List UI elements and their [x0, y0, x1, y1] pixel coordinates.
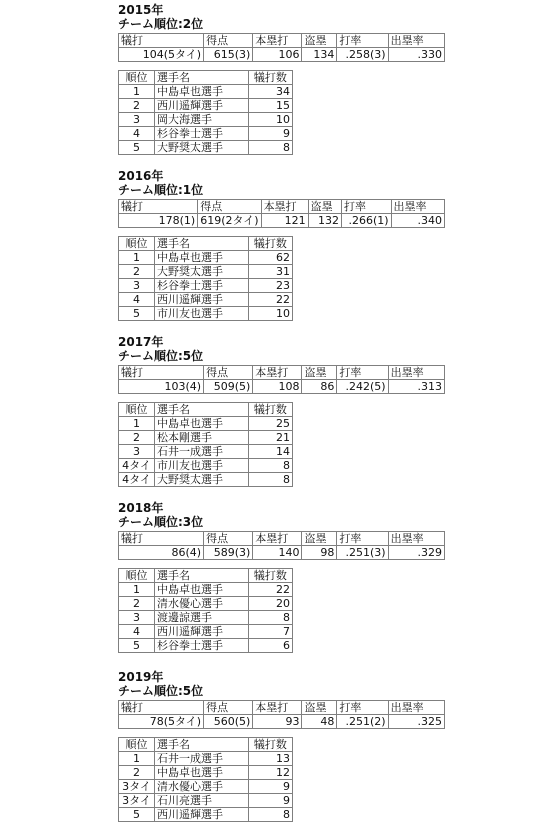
player-name: 中島卓也選手 [155, 251, 249, 265]
player-count: 10 [248, 307, 292, 321]
stat-header: 犠打 [119, 701, 204, 715]
team-rank: チーム順位:5位 [118, 349, 204, 363]
season-year: 2019年 [118, 670, 164, 684]
stat-header: 犠打 [119, 34, 204, 48]
stat-header: 本塁打 [253, 34, 302, 48]
player-count: 34 [248, 85, 292, 99]
player-count: 22 [248, 293, 292, 307]
stat-header: 本塁打 [253, 366, 302, 380]
player-count: 8 [248, 808, 292, 822]
player-name: 石井一成選手 [155, 445, 249, 459]
stat-value: 104(5タイ) [119, 48, 204, 62]
stat-value: 98 [302, 546, 337, 560]
table-row [119, 265, 293, 279]
stat-header: 出塁率 [388, 366, 444, 380]
player-rank: 5 [119, 808, 155, 822]
stat-header: 盗塁 [308, 200, 341, 214]
season-year: 2017年 [118, 335, 164, 349]
stat-header: 出塁率 [388, 532, 444, 546]
stat-header: 打率 [337, 366, 388, 380]
stat-value: .266(1) [341, 214, 391, 228]
header-count: 犠打数 [248, 738, 292, 752]
season-2015 [118, 3, 445, 155]
table-row [119, 127, 293, 141]
table-row [119, 417, 293, 431]
stat-value: 589(3) [204, 546, 253, 560]
stat-header: 盗塁 [302, 701, 337, 715]
player-count: 9 [248, 780, 292, 794]
header-rank: 順位 [119, 738, 155, 752]
player-rank: 4 [119, 293, 155, 307]
header-rank: 順位 [119, 569, 155, 583]
player-count: 12 [248, 766, 292, 780]
stat-value: .325 [388, 715, 444, 729]
player-name: 杉谷拳士選手 [155, 639, 249, 653]
stat-value: 140 [253, 546, 302, 560]
player-name: 岡大海選手 [155, 113, 249, 127]
player-count: 14 [248, 445, 292, 459]
player-rank: 2 [119, 766, 155, 780]
season-2019 [118, 670, 445, 822]
stat-value: 48 [302, 715, 337, 729]
stat-value: 86(4) [119, 546, 204, 560]
stat-header: 盗塁 [302, 532, 337, 546]
player-rank: 3タイ [119, 794, 155, 808]
stat-header: 出塁率 [388, 701, 444, 715]
player-name: 中島卓也選手 [155, 417, 249, 431]
table-row [119, 251, 293, 265]
player-name: 杉谷拳士選手 [155, 127, 249, 141]
player-name: 大野奨太選手 [155, 265, 249, 279]
player-name: 松本剛選手 [155, 431, 249, 445]
player-count: 7 [248, 625, 292, 639]
player-count: 8 [248, 611, 292, 625]
season-year: 2016年 [118, 169, 164, 183]
table-row [119, 625, 293, 639]
sacrifice-leaders-table [118, 70, 293, 155]
player-rank: 4 [119, 625, 155, 639]
stat-value: 509(5) [204, 380, 253, 394]
stat-header: 打率 [341, 200, 391, 214]
stat-header: 得点 [204, 366, 253, 380]
player-name: 大野奨太選手 [155, 473, 249, 487]
header-player: 選手名 [155, 237, 249, 251]
player-count: 31 [248, 265, 292, 279]
header-rank: 順位 [119, 71, 155, 85]
player-name: 清水優心選手 [155, 780, 249, 794]
table-row [119, 85, 293, 99]
player-rank: 2 [119, 99, 155, 113]
season-year: 2018年 [118, 501, 164, 515]
stat-header: 本塁打 [261, 200, 308, 214]
stat-header: 出塁率 [388, 34, 444, 48]
player-rank: 3 [119, 113, 155, 127]
player-name: 渡邊諒選手 [155, 611, 249, 625]
player-name: 西川遥輝選手 [155, 293, 249, 307]
player-rank: 3 [119, 611, 155, 625]
table-row [119, 794, 293, 808]
player-count: 8 [248, 459, 292, 473]
table-row [119, 459, 293, 473]
header-rank: 順位 [119, 403, 155, 417]
stat-value: .330 [388, 48, 444, 62]
table-row [119, 307, 293, 321]
team-rank: チーム順位:3位 [118, 515, 204, 529]
player-count: 8 [248, 473, 292, 487]
player-count: 8 [248, 141, 292, 155]
player-name: 市川友也選手 [155, 459, 249, 473]
sacrifice-leaders-table [118, 737, 293, 822]
player-rank: 1 [119, 752, 155, 766]
player-name: 西川遥輝選手 [155, 808, 249, 822]
player-rank: 4タイ [119, 459, 155, 473]
player-name: 石井一成選手 [155, 752, 249, 766]
stat-value: 106 [253, 48, 302, 62]
stat-value: 78(5タイ) [119, 715, 204, 729]
team-stats-table [118, 33, 445, 62]
player-rank: 2 [119, 597, 155, 611]
player-name: 中島卓也選手 [155, 766, 249, 780]
header-player: 選手名 [155, 71, 249, 85]
table-row [119, 808, 293, 822]
stat-value: .251(2) [337, 715, 388, 729]
season-year: 2015年 [118, 3, 164, 17]
stat-value: .258(3) [337, 48, 388, 62]
header-player: 選手名 [155, 738, 249, 752]
player-name: 中島卓也選手 [155, 583, 249, 597]
stat-value: 134 [302, 48, 337, 62]
stat-value: 93 [253, 715, 302, 729]
header-count: 犠打数 [248, 403, 292, 417]
sacrifice-leaders-table [118, 236, 293, 321]
header-count: 犠打数 [248, 71, 292, 85]
stat-value: .329 [388, 546, 444, 560]
stat-value: .313 [388, 380, 444, 394]
stat-header: 本塁打 [253, 701, 302, 715]
team-rank: チーム順位:2位 [118, 17, 204, 31]
stat-header: 出塁率 [391, 200, 444, 214]
table-row [119, 780, 293, 794]
player-rank: 3 [119, 279, 155, 293]
team-stats-table [118, 700, 445, 729]
season-2016 [118, 169, 445, 321]
player-rank: 4タイ [119, 473, 155, 487]
player-count: 22 [248, 583, 292, 597]
stat-value: 619(2タイ) [198, 214, 261, 228]
stat-value: .340 [391, 214, 444, 228]
stat-header: 得点 [204, 532, 253, 546]
player-count: 62 [248, 251, 292, 265]
player-name: 石川亮選手 [155, 794, 249, 808]
player-name: 杉谷拳士選手 [155, 279, 249, 293]
player-count: 21 [248, 431, 292, 445]
stat-value: 178(1) [119, 214, 198, 228]
stat-value: .251(3) [337, 546, 388, 560]
table-row [119, 597, 293, 611]
header-count: 犠打数 [248, 237, 292, 251]
player-count: 6 [248, 639, 292, 653]
player-rank: 1 [119, 583, 155, 597]
table-row [119, 279, 293, 293]
player-name: 市川友也選手 [155, 307, 249, 321]
stat-value: 103(4) [119, 380, 204, 394]
player-name: 西川遥輝選手 [155, 625, 249, 639]
table-row [119, 611, 293, 625]
player-count: 25 [248, 417, 292, 431]
stat-value: 132 [308, 214, 341, 228]
team-rank: チーム順位:5位 [118, 684, 204, 698]
sacrifice-leaders-table [118, 568, 293, 653]
table-row [119, 583, 293, 597]
header-count: 犠打数 [248, 569, 292, 583]
player-rank: 5 [119, 639, 155, 653]
player-rank: 2 [119, 431, 155, 445]
player-rank: 1 [119, 85, 155, 99]
player-count: 20 [248, 597, 292, 611]
player-rank: 1 [119, 251, 155, 265]
header-player: 選手名 [155, 403, 249, 417]
team-stats-table [118, 531, 445, 560]
player-rank: 5 [119, 141, 155, 155]
stat-value: 615(3) [204, 48, 253, 62]
player-count: 10 [248, 113, 292, 127]
player-rank: 3 [119, 445, 155, 459]
player-count: 15 [248, 99, 292, 113]
stat-header: 打率 [337, 34, 388, 48]
stat-header: 本塁打 [253, 532, 302, 546]
table-row [119, 431, 293, 445]
table-row [119, 293, 293, 307]
stat-header: 犠打 [119, 366, 204, 380]
header-player: 選手名 [155, 569, 249, 583]
stat-value: 560(5) [204, 715, 253, 729]
player-name: 大野奨太選手 [155, 141, 249, 155]
team-stats-table [118, 365, 445, 394]
stat-header: 打率 [337, 701, 388, 715]
stat-header: 盗塁 [302, 366, 337, 380]
player-count: 9 [248, 794, 292, 808]
stat-value: .242(5) [337, 380, 388, 394]
stat-header: 盗塁 [302, 34, 337, 48]
sacrifice-leaders-table [118, 402, 293, 487]
table-row [119, 752, 293, 766]
table-row [119, 141, 293, 155]
player-count: 23 [248, 279, 292, 293]
table-row [119, 639, 293, 653]
header-rank: 順位 [119, 237, 155, 251]
stat-value: 86 [302, 380, 337, 394]
player-rank: 1 [119, 417, 155, 431]
player-count: 9 [248, 127, 292, 141]
stat-value: 108 [253, 380, 302, 394]
season-2017 [118, 335, 445, 487]
team-stats-table [118, 199, 445, 228]
player-name: 西川遥輝選手 [155, 99, 249, 113]
player-count: 13 [248, 752, 292, 766]
player-rank: 2 [119, 265, 155, 279]
player-name: 清水優心選手 [155, 597, 249, 611]
player-rank: 4 [119, 127, 155, 141]
table-row [119, 113, 293, 127]
table-row [119, 766, 293, 780]
table-row [119, 445, 293, 459]
player-rank: 3タイ [119, 780, 155, 794]
player-name: 中島卓也選手 [155, 85, 249, 99]
table-row [119, 99, 293, 113]
player-rank: 5 [119, 307, 155, 321]
stat-header: 得点 [204, 701, 253, 715]
stat-header: 犠打 [119, 200, 198, 214]
stat-header: 犠打 [119, 532, 204, 546]
stat-value: 121 [261, 214, 308, 228]
table-row [119, 473, 293, 487]
stat-header: 得点 [198, 200, 261, 214]
stat-header: 打率 [337, 532, 388, 546]
season-2018 [118, 501, 445, 653]
stat-header: 得点 [204, 34, 253, 48]
team-rank: チーム順位:1位 [118, 183, 204, 197]
